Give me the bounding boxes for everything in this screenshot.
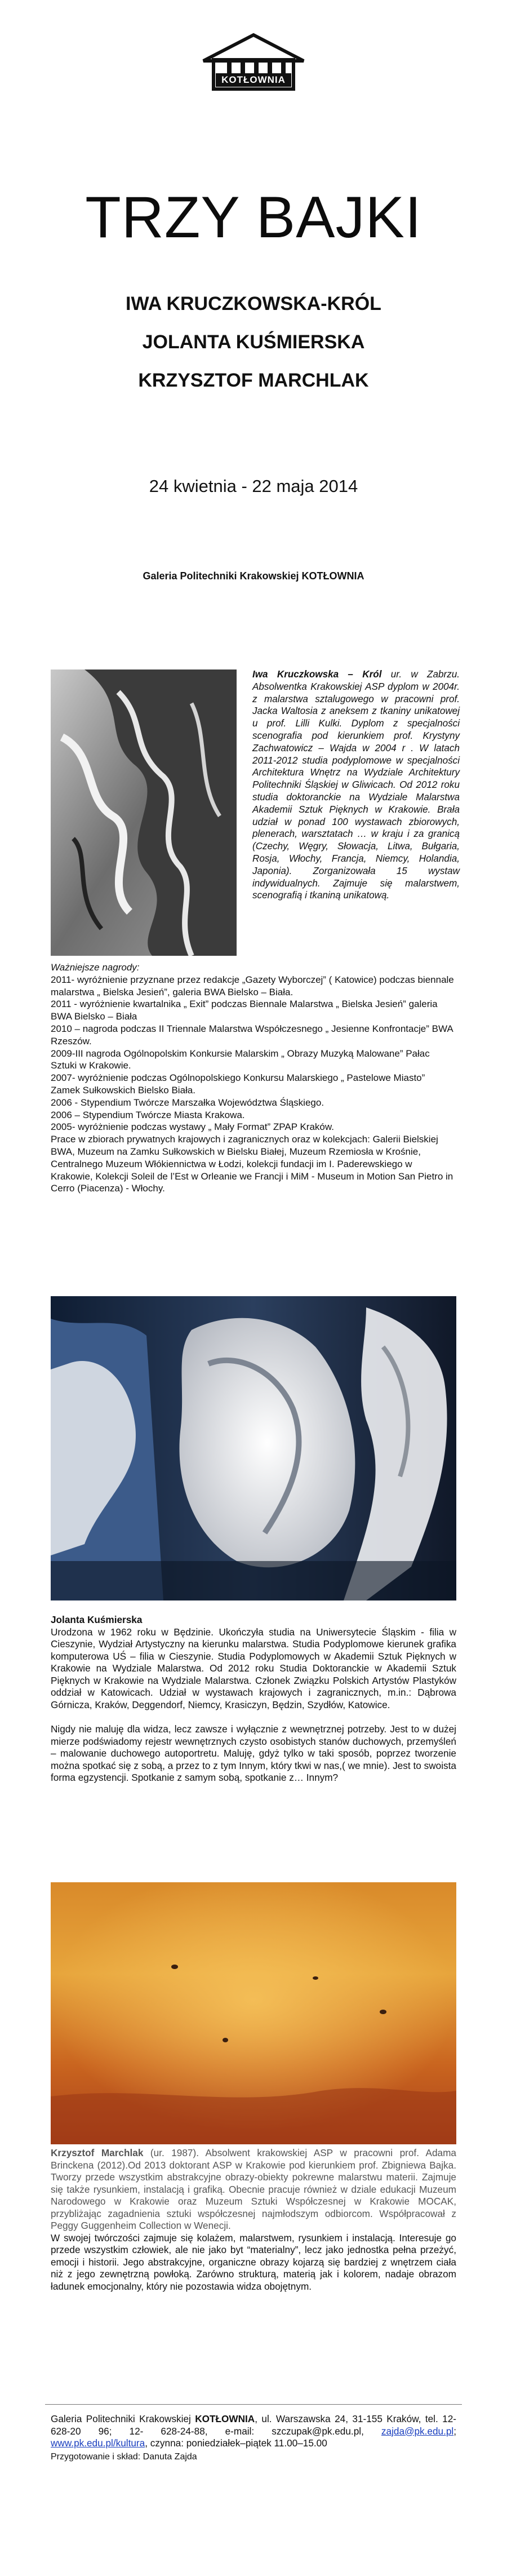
logo-text: KOTŁOWNIA <box>216 73 291 87</box>
artwork-photo-3 <box>51 1882 456 2144</box>
award-item: 2006 – Stypendium Twórcze Miasta Krakowa. <box>51 1109 245 1120</box>
page-title: TRZY BAJKI <box>85 185 422 250</box>
artist3-name: Krzysztof Marchlak <box>51 2147 144 2158</box>
artist1-name: Iwa Kruczkowska – Król <box>252 669 382 680</box>
artist3-section <box>51 2147 456 2293</box>
artwork-photo-1 <box>51 670 237 956</box>
artist-name-3: KRZYSZTOF MARCHLAK <box>138 370 369 391</box>
footer-divider <box>45 2404 462 2405</box>
collections-text: Prace w zbiorach prywatnych krajowych i zagranicznych oraz w kolekcjach: Galerii Bielskiej BWA, Muzeum na Zamku Sułkowskich w Bielsku Białej, Muzeum Rzemiosła w Krośnie, Centralnego Muzeum Włókiennictwa w Łodzi, kolekcji fundacji im I. Paderewskiego w Krakowie, Kolekcji Soleil de l’Est w Orleanie we Francji i MiM - Museum in Motion San Pietro in Cerro (Piacenza) - Włochy. <box>51 1134 453 1194</box>
awards-heading: Ważniejsze nagrody: <box>51 962 140 973</box>
artist3-bio: (ur. 1987). Absolwent krakowskiej ASP w pracowni prof. Adama Brinckena (2012).Od 2013 doktorant ASP w Krakowie pod kierunkiem prof. Zbigniewa Bajka. Tworzy przede wszystkim abstrakcyjne obrazy-obiekty pokrewne malarstwu materii. Zajmuje się także rysunkiem, instalacją i grafiką. Obecnie pracuje również w dziale edukacji Muzeum Narodowego w Krakowie oraz Muzeum Sztuki Współczesnej w Krakowie MOCAK, przybliżając zagadnienia sztuki współczesnej najmłodszym odbiorcom. Współpracował z Peggy Guggenheim Collection w Wenecji. <box>51 2147 456 2231</box>
footer-hours: , czynna: poniedziałek–piątek 11.00–15.00 <box>145 2437 327 2449</box>
kotlownia-logo <box>200 33 307 92</box>
artist2-statement: Nigdy nie maluję dla widza, lecz zawsze i wyłącznie z wewnętrznej potrzeby. Jest to w dużej mierze podświadomy rejestr wewnętrznych czysto osobistych stanów duchowych, przemyśleń – malowanie duchowego autoportretu. Maluję, gdyż tylko w taki sposób, poprzez tworzenie można spotkać się z sobą, a przez to z tym Innym, który tkwi w nas,( we mnie). Jest to swoista forma egzystencji. Spotkanie z samym sobą, spotkanie z… Innym? <box>51 1723 456 1783</box>
award-item: 2010 – nagroda podczas II Triennale Malarstwa Współczesnego „ Jesienne Konfrontacje” BWA Rzeszów. <box>51 1023 453 1047</box>
gallery-name: Galeria Politechniki Krakowskiej KOTŁOWNIA <box>143 570 364 582</box>
award-item: 2007- wyróżnienie podczas Ogólnopolskiego Konkursu Malarskiego „ Pastelowe Miasto” Zamek Sułkowskich Bielsko Biała. <box>51 1072 425 1096</box>
footer-address: , ul. Warszawska 24, 31-155 Kraków, tel. 12-628-20 96; 12- 628-24-88, e-mail: szczupak@pk.edu.pl, <box>51 2413 456 2437</box>
artist-name-2: JOLANTA KUŚMIERSKA <box>142 331 365 353</box>
award-item: 2011- wyróżnienie przyznane przez redakcje „Gazety Wyborczej” ( Katowice) podczas biennale malarstwa „ Bielska Jesień”, galeria BWA Bielsko – Biała. <box>51 974 454 997</box>
footer-contact <box>51 2413 456 2450</box>
award-item: 2006 - Stypendium Twórcze Marszałka Województwa Śląskiego. <box>51 1097 324 1108</box>
footer-credit: Przygotowanie i skład: Danuta Zajda <box>51 2452 197 2462</box>
award-item: 2005- wyróżnienie podczas wystawy „ Mały Format” ZPAP Kraków. <box>51 1121 334 1133</box>
artist1-bio <box>252 668 460 902</box>
artist1-bio-text: ur. w Zabrzu. Absolwentka Krakowskiej ASP dyplom w 2004r. z malarstwa sztalugowego w pracowni prof. Jacka Waltosia z aneksem z tkaniny unikatowej u prof. Lilli Kulki. Dyplom z specjalności scenografia pod kierunkiem prof. Krystyny Zachwatowicz – Wajda w 2004 r . W latach 2011-2012 studia podyplomowe w specjalności Architektura Wnętrz na Wydziale Architektury Politechniki Śląskiej w Gliwicach. Od 2012 roku studia doktoranckie na Wydziale Malarstwa Akademii Sztuk Pięknych w Krakowie. Brała udział w ponad 100 wystawach zbiorowych, plenerach, warsztatach … w kraju i za granicą (Czechy, Węgry, Słowacja, Litwa, Bułgaria, Rosja, Włochy, Francja, Niemcy, Holandia, Japonia). Zorganizowała 15 wystaw indywidualnych. Zajmuje się malarstwem, scenografią i tkaniną unikatową. <box>252 669 460 901</box>
exhibition-dates: 24 kwietnia - 22 maja 2014 <box>149 476 358 496</box>
footer-separator: ; <box>453 2425 456 2437</box>
award-item: 2011 - wyróżnienie kwartalnika „ Exit” podczas Biennale Malarstwa „ Bielska Jesień” galeria BWA Bielsko – Biała <box>51 999 438 1022</box>
award-item: 2009-III nagroda Ogólnopolskim Konkursie Malarskim „ Obrazy Muzyką Malowane” Pałac Sztuki w Krakowie. <box>51 1048 430 1071</box>
artist3-bio-paragraph <box>51 2147 456 2232</box>
artist2-name: Jolanta Kuśmierska <box>51 1614 143 1625</box>
artist2-section <box>51 1614 456 1784</box>
artist-name-1: IWA KRUCZKOWSKA-KRÓL <box>126 293 381 314</box>
footer-gallery-prefix: Galeria Politechniki Krakowskiej <box>51 2413 195 2424</box>
footer-gallery-name: KOTŁOWNIA <box>195 2413 255 2424</box>
artist-names <box>0 285 507 400</box>
artist1-awards <box>51 961 456 1195</box>
footer-email-link[interactable]: zajda@pk.edu.pl <box>381 2425 454 2437</box>
artwork-photo-2 <box>51 1296 456 1600</box>
artist2-bio: Urodzona w 1962 roku w Będzinie. Ukończyła studia na Uniwersytecie Śląskim - filia w Cieszynie, Wydział Artystyczny na kierunku malarstwa. Studia Podyplomowe kierunek grafika komputerowa UŚ – filia w Cieszynie. Studia Podyplomowych w Akademii Sztuk Pięknych w Krakowie na Wydziale Malarstwa. Od 2012 roku Studia Doktoranckie w Akademii Sztuk Pięknych w Krakowie na Wydziale Malarstwa. Członek Związku Polskich Artystów Plastyków oddział w Katowicach. Udział w wystawach krajowych i zagranicznych, m.in.: Dąbrowa Górnicza, Kraków, Deggendorf, Niemcy, Krasiczyn, Będzin, Szydłów, Katowice. <box>51 1626 456 1710</box>
footer-website-link[interactable]: www.pk.edu.pl/kultura <box>51 2437 145 2449</box>
artist3-statement: W swojej twórczości zajmuje się kolażem, malarstwem, rysunkiem i instalacją. Interesuje go przede wszystkim człowiek, ale nie jako byt “materialny”, lecz jako jednostka pełna przeżyć, emocji i historii. Jego abstrakcyjne, organiczne obrazy kojarzą się bardziej z wnętrzem ciała niż z jego zewnętrzną powłoką. Zarówno strukturą, materią jak i kolorem, nadaje obrazom ładunek emocjonalny, który nie pozostawia widza obojętnym. <box>51 2232 456 2292</box>
